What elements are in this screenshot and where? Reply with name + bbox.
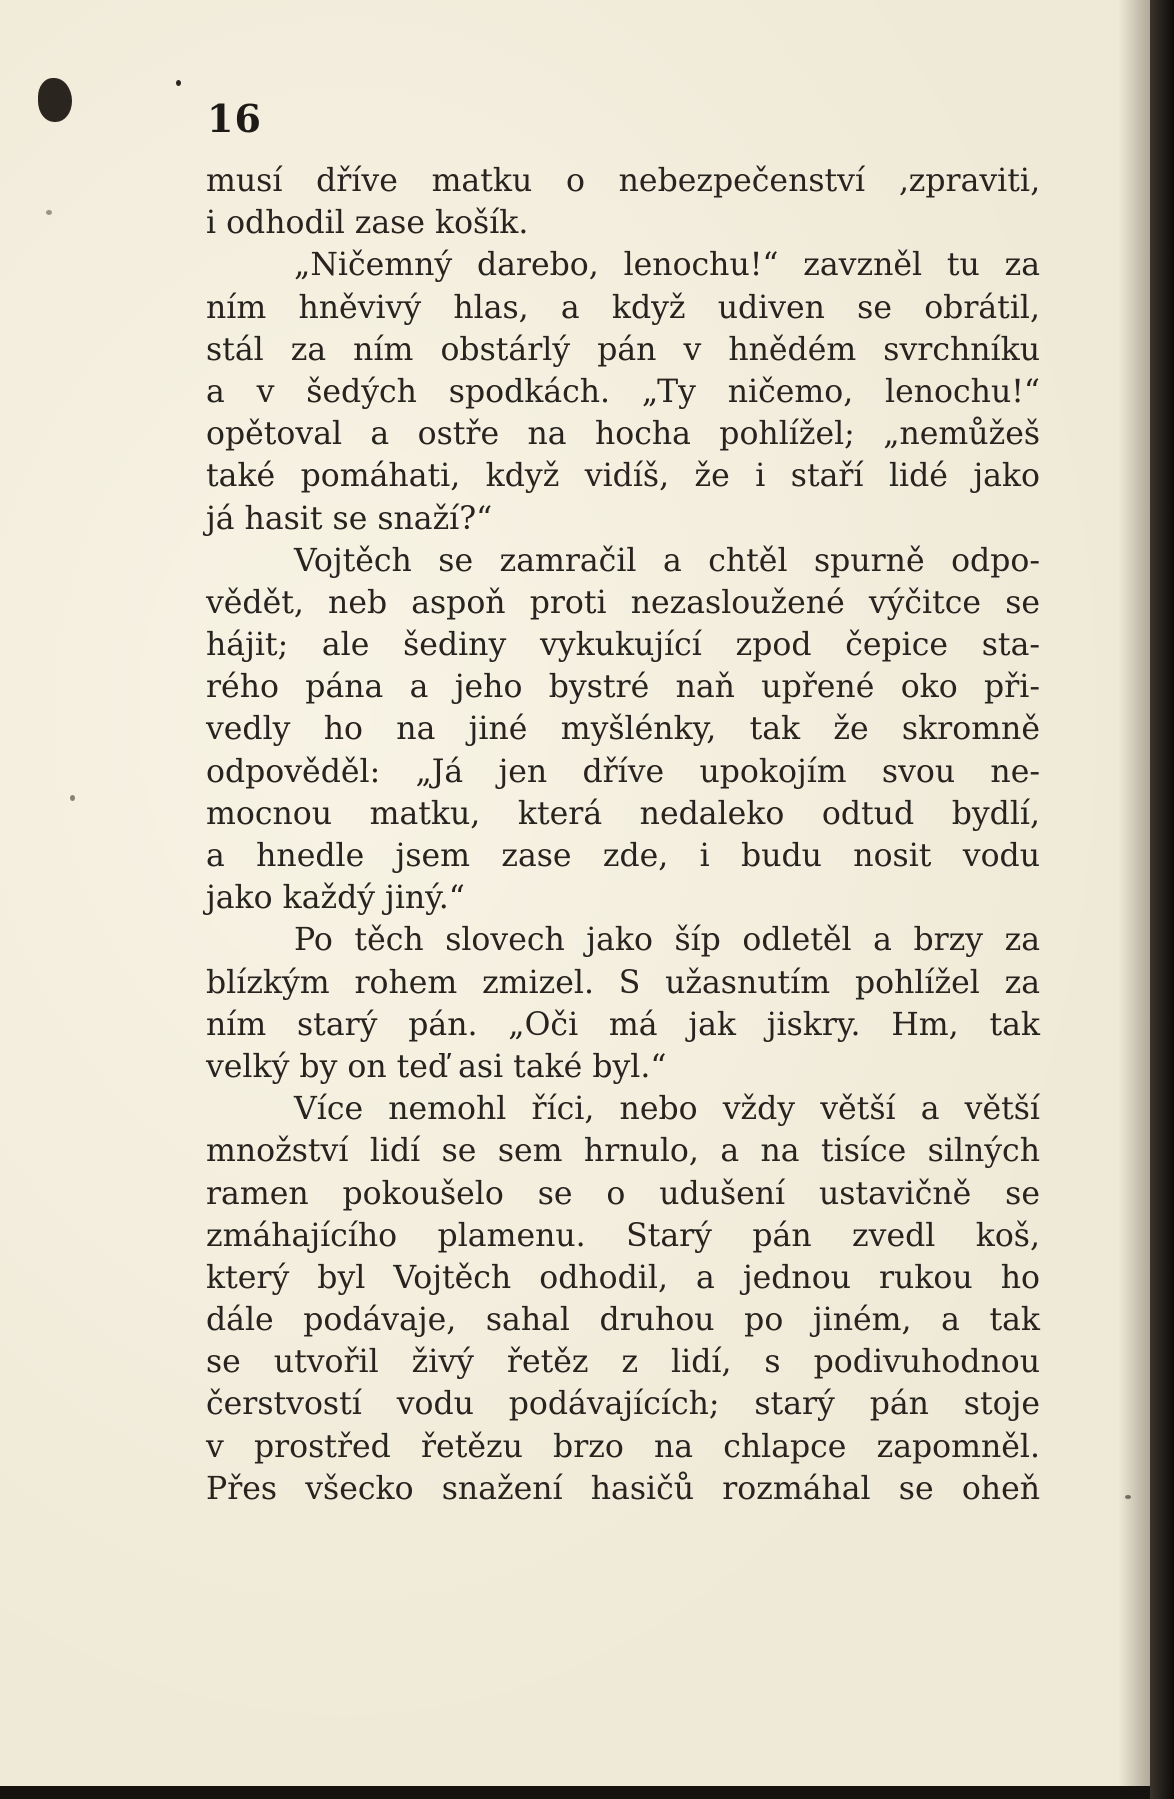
ink-speck (176, 80, 181, 86)
text-line: jako každý jiný.“ (206, 880, 465, 917)
text-line: Po těch slovech jako šíp odletěl a brzy za (294, 922, 1040, 959)
text-line: množství lidí se sem hrnulo, a na tisíce silných (206, 1133, 1040, 1170)
text-line: velký by on teď asi také byl.“ (206, 1048, 667, 1085)
text-line: i odhodil zase košík. (206, 205, 529, 242)
text-line: ramen pokoušelo se o udušení ustavičně se (206, 1175, 1040, 1212)
text-line: mocnou matku, která nedaleko odtud bydlí, (206, 795, 1040, 832)
text-line: vědět, neb aspoň proti nezasloužené výčitce se (206, 584, 1040, 621)
text-line: rého pána a jeho bystré naň upřené oko při- (206, 669, 1040, 706)
text-line: blízkým rohem zmizel. S užasnutím pohlížel za (206, 964, 1040, 1001)
ink-speck (46, 210, 52, 215)
text-line: Přes všecko snažení hasičů rozmáhal se oheň (206, 1470, 1040, 1507)
text-line: se utvořil živý řetěz z lidí, s podivuhodnou (206, 1344, 1040, 1381)
text-line: ním hněvivý hlas, a když udiven se obrátil, (206, 289, 1040, 326)
text-line: hájit; ale šediny vykukující zpod čepice sta- (206, 627, 1040, 664)
book-edge (1150, 0, 1174, 1799)
text-line: Více nemohl říci, nebo vždy větší a větší (294, 1091, 1040, 1128)
text-line: zmáhajícího plamenu. Starý pán zvedl koš, (206, 1217, 1040, 1254)
text-line: musí dříve matku o nebezpečenství ‚zpraviti‚ (206, 163, 1040, 199)
text-line: který byl Vojtěch odhodil, a jednou rukou ho (206, 1259, 1040, 1296)
text-line: a v šedých spodkách. „Ty ničemo, lenochu!“ (206, 373, 1040, 410)
text-line: dále podávaje, sahal druhou po jiném, a tak (206, 1302, 1040, 1339)
text-line: Vojtěch se zamračil a chtěl spurně odpo- (294, 542, 1040, 579)
gutter-shadow (1118, 0, 1150, 1786)
text-line: a hnedle jsem zase zde, i budu nosit vodu (206, 838, 1040, 874)
text-line: odpověděl: „Já jen dříve upokojím svou ne- (206, 753, 1040, 790)
body-text (206, 160, 1040, 1510)
text-line: čerstvostí vodu podávajících; starý pán stoje (206, 1386, 1040, 1423)
text-line: vedly ho na jiné myšlénky, tak že skromně (206, 711, 1040, 748)
text-line: ním starý pán. „Oči má jak jiskry. Hm, tak (206, 1006, 1040, 1043)
ink-speck (70, 795, 75, 801)
ink-blot (38, 78, 72, 122)
text-line: já hasit se snaží?“ (206, 500, 493, 537)
text-line: v prostřed řetězu brzo na chlapce zapomněl. (206, 1428, 1040, 1465)
text-line: také pomáhati, když vidíš, že i staří lidé jako (206, 458, 1040, 495)
page-number: 16 (207, 96, 262, 141)
text-line: „Ničemný darebo, lenochu!“ zavzněl tu za (294, 247, 1040, 284)
text-line: stál za ním obstárlý pán v hnědém svrchníku (206, 331, 1040, 368)
text-line: opětoval a ostře na hocha pohlížel; „nemůžeš (206, 416, 1040, 453)
